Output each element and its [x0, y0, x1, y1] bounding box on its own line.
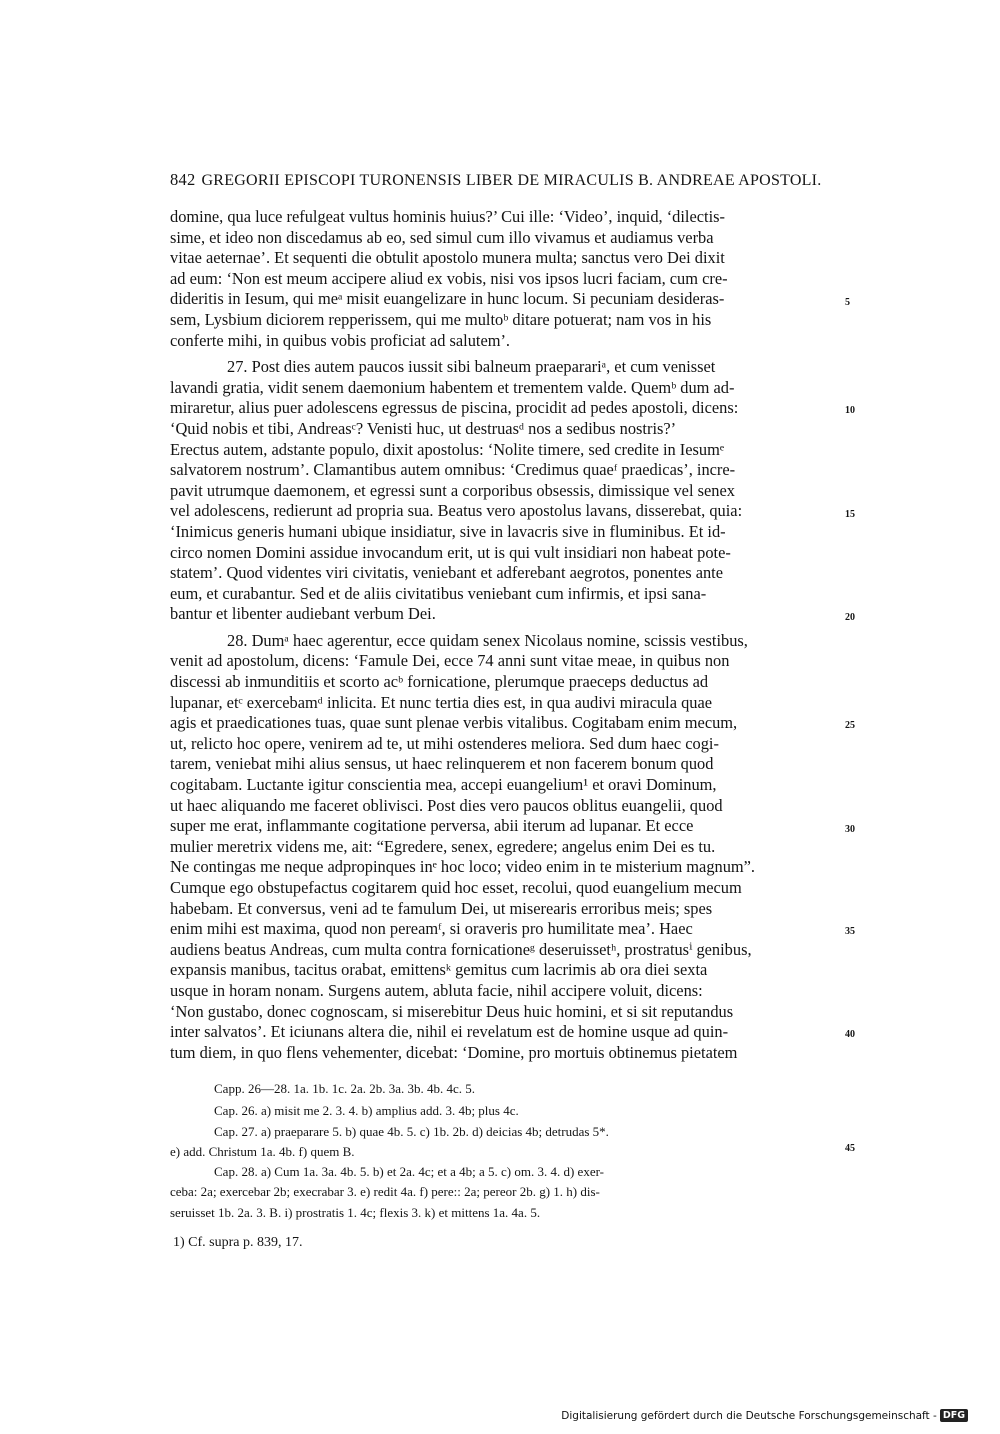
- digitization-credit: [561, 1409, 968, 1422]
- critical-apparatus: [170, 1079, 850, 1223]
- text-line: ‘Quid nobis et tibi, Andreasᶜ? Venisti huc, ut destruasᵈ nos a sedibus nostris?’: [170, 418, 677, 438]
- text-line: agis et praedicationes tuas, quae sunt plenae verbis vitalibus. Cogitabam enim mecum,: [170, 713, 738, 733]
- line-number: 15: [845, 509, 855, 520]
- text-line: bantur et libenter audiebant verbum Dei.: [170, 604, 436, 624]
- text-line: Erectus autem, adstante populo, dixit apostolus: ‘Nolite timere, sed credite in Iesumᵉ: [170, 439, 725, 459]
- text-line: statem’. Quod videntes viri civitatis, veniebant et adferebant aegrotos, ponentes ante: [170, 563, 723, 583]
- text-line: sime, et ideo non discedamus ab eo, sed simul cum illo vivamus et audiamus verba: [170, 227, 714, 247]
- running-title: GREGORII EPISCOPI TURONENSIS LIBER DE MIRACULIS B. ANDREAE APOSTOLI.: [201, 172, 822, 189]
- text-line: super me erat, inflammante cogitatione perversa, abii iterum ad lupanar. Et ecce: [170, 816, 694, 836]
- credit-text: Digitalisierung gefördert durch die Deutsche Forschungsgemeinschaft -: [561, 1409, 937, 1422]
- line-number: 35: [845, 926, 855, 937]
- text-line: usque in horam nonam. Surgens autem, abluta facie, nihil accipere voluit, dicens:: [170, 980, 703, 1000]
- text-line: ut haec aliquando me faceret oblivisci. Post dies vero paucos oblitus euangelii, quod: [170, 795, 723, 815]
- text-line: pavit utrumque daemonem, et egressi sunt a corporibus obsessis, dimissique vel senex: [170, 480, 735, 500]
- text-line: ut, relicto hoc opere, venirem ad te, ut mihi ostenderes meliora. Sed dum haec cogi-: [170, 733, 719, 753]
- text-line: domine, qua luce refulgeat vultus hominis huius?’ Cui ille: ‘Video’, inquid, ‘dilectis-: [170, 207, 725, 226]
- line-number: 20: [845, 612, 855, 623]
- text-line: cogitabam. Luctante igitur conscientia mea, accepi euangelium¹ et oravi Dominum,: [170, 775, 717, 795]
- text-line: habebam. Et conversus, veni ad te famulum Dei, ut miserearis erroribus meis; spes: [170, 898, 713, 918]
- text-line: expansis manibus, tacitus orabat, emittensᵏ gemitus cum lacrimis ab ora diei sexta: [170, 960, 708, 980]
- apparatus-line: Cap. 27. a) praeparare 5. b) quae 4b. 5. c) 1b. 2b. d) deicias 4b; detrudas 5*.: [214, 1123, 609, 1139]
- text-line: salvatorem nostrum’. Clamantibus autem omnibus: ‘Credimus quaeᶠ praedicas’, incre-: [170, 460, 736, 480]
- apparatus-line: e) add. Christum 1a. 4b. f) quem B.: [170, 1143, 355, 1159]
- text-line: lupanar, etᶜ exercebamᵈ inlicita. Et nunc tertia dies est, in qua audivi miracula quae: [170, 692, 713, 712]
- running-header: [170, 170, 840, 190]
- text-line: vel adolescens, redierunt ad propria sua. Beatus vero apostolus lavans, disserebat, quia:: [170, 501, 743, 521]
- text-line: conferte mihi, in quibus vobis proficiat ad salutem’.: [170, 330, 511, 350]
- text-line: vitae aeternae’. Et sequenti die obtulit apostolo munera multa; sanctus vero Dei dixit: [170, 248, 725, 268]
- text-line: audiens beatus Andreas, cum multa contra fornicationeᵍ deseruissetʰ, prostratusⁱ genibus,: [170, 939, 752, 959]
- apparatus-line: Cap. 28. a) Cum 1a. 3a. 4b. 5. b) et 2a. 4c; et a 4b; a 5. c) om. 3. 4. d) exer-: [214, 1164, 604, 1180]
- text-line: Ne contingas me neque adpropinques inᵉ hoc loco; video enim in te misterium magnum”.: [170, 857, 756, 877]
- line-number: 10: [845, 405, 855, 416]
- text-line: sem, Lysbium diciorem repperissem, qui me multoᵇ ditare potuerat; nam vos in his: [170, 309, 712, 329]
- text-line: enim mihi est maxima, quod non pereamᶠ, si oraveris pro humilitate mea’. Haec: [170, 919, 693, 939]
- line-number: 5: [845, 297, 850, 308]
- text-line: ad eum: ‘Non est meum accipere aliud ex vobis, nisi vos ipsos lucri faciam, cum cre-: [170, 268, 728, 288]
- line-number: 45: [845, 1143, 855, 1154]
- text-line: ‘Inimicus generis humani ubique insidiatur, sive in lavacris sive in fluminibus. Et id-: [170, 521, 726, 541]
- apparatus-line: Cap. 26. a) misit me 2. 3. 4. b) amplius add. 3. 4b; plus 4c.: [214, 1103, 519, 1119]
- paragraph-start-line: 27. Post dies autem paucos iussit sibi balneum praeparariᵃ, et cum venisset: [227, 357, 716, 377]
- text-line: Cumque ego obstupefactus cogitarem quid hoc esset, recolui, quod euangelium mecum: [170, 878, 742, 897]
- page-number: 842: [170, 170, 196, 189]
- text-line: lavandi gratia, vidit senem daemonium habentem et trementem valde. Quemᵇ dum ad-: [170, 377, 735, 397]
- apparatus-line: seruisset 1b. 2a. 3. B. i) prostratis 1. 4c; flexis 3. k) et mittens 1a. 4a. 5.: [170, 1204, 541, 1220]
- text-line: tum diem, in quo flens vehementer, dicebat: ‘Domine, pro mortuis obtinemus pietatem: [170, 1042, 738, 1062]
- text-line: mulier meretrix videns me, ait: “Egredere, senex, egredere; angelus enim Dei es tu.: [170, 836, 716, 856]
- line-number: 40: [845, 1029, 855, 1040]
- apparatus-line: ceba: 2a; exercebar 2b; execrabar 3. e) redit 4a. f) pere:: 2a; pereor 2b. g) 1. h) dis-: [170, 1184, 600, 1200]
- dfg-logo: DFG: [940, 1409, 968, 1422]
- line-number: 30: [845, 824, 855, 835]
- text-line: ‘Non gustabo, donec cognoscam, si miserebitur Deus huic homini, et si sit reputandus: [170, 1001, 734, 1021]
- text-line: inter salvatos’. Et iciunans altera die, nihil ei revelatum est de homine usque ad quin-: [170, 1022, 729, 1042]
- main-text: [170, 207, 837, 1063]
- footnote: 1) Cf. supra p. 839, 17.: [173, 1235, 303, 1250]
- text-line: discessi ab inmunditiis et scorto acᵇ fornicatione, plerumque praeceps deductus ad: [170, 672, 709, 692]
- text-line: dideritis in Iesum, qui meᵃ misit euangelizare in hunc locum. Si pecuniam desideras-: [170, 289, 725, 309]
- paragraph-start-line: 28. Dumᵃ haec agerentur, ecce quidam senex Nicolaus nomine, scissis vestibus,: [227, 630, 748, 650]
- text-line: eum, et curabantur. Sed et de aliis civitatibus veniebant cum infirmis, et ipsi sana-: [170, 583, 707, 603]
- apparatus-line: Capp. 26—28. 1a. 1b. 1c. 2a. 2b. 3a. 3b. 4b. 4c. 5.: [214, 1081, 476, 1096]
- line-number: 25: [845, 720, 855, 731]
- text-line: tarem, veniebat mihi alius sensus, ut haec relinquerem et non facerem bonum quod: [170, 754, 714, 774]
- text-line: circo nomen Domini assidue invocandum erit, ut is qui vult insidiari non habeat pote-: [170, 542, 731, 562]
- text-line: venit ad apostolum, dicens: ‘Famule Dei, ecce 74 anni sunt vitae meae, in quibus non: [170, 651, 730, 671]
- text-line: miraretur, alius puer adolescens egressus de piscina, procidit ad pedes apostoli, dicens:: [170, 398, 739, 418]
